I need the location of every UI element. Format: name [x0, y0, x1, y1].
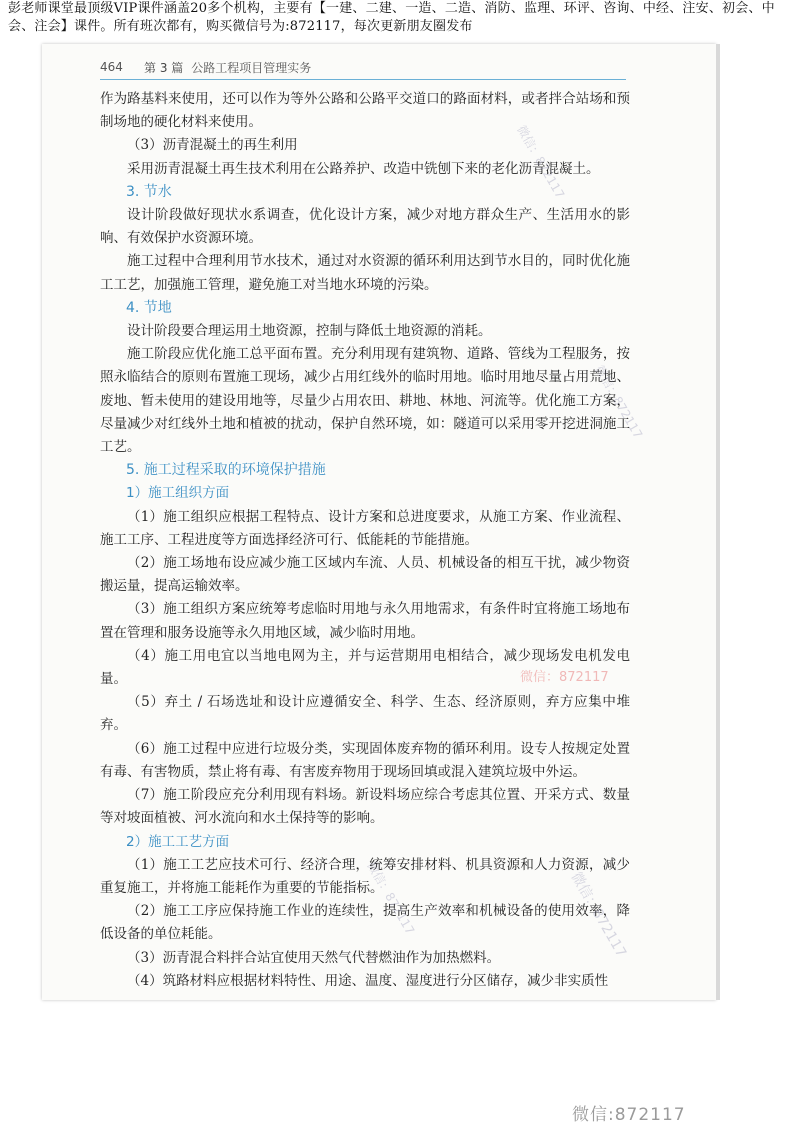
paragraph: （4）筑路材料应根据材料特性、用途、温度、湿度进行分区储存，减少非实质性	[127, 972, 609, 989]
section-heading: 4. 节地	[126, 299, 172, 316]
section-heading: 5. 施工过程采取的环境保护措施	[126, 462, 326, 479]
paragraph: 施工过程中合理利用节水技术，通过对水资源的循环利用达到节水目的，同时优化施工工艺，加强施工管理，避免施工对当地水环境的污染。	[100, 253, 630, 293]
watermark-diagonal: 微信：872117	[514, 123, 568, 201]
paragraph: （1）施工组织应根据工程特点、设计方案和总进度要求，从施工方案、作业流程、施工工序、工程进度等方面选择经济可行、低能耗的节能措施。	[100, 508, 630, 548]
watermark-diagonal: 微信：872117	[592, 363, 646, 441]
subsection-heading: 2）施工工艺方面	[126, 833, 230, 850]
paragraph: （1）施工工艺应技术可行、经济合理，统筹安排材料、机具资源和人力资源，减少重复施工，并将施工能耗作为重要的节能指标。	[100, 856, 630, 896]
paragraph: （5）弃土 / 石场选址和设计应遵循安全、科学、生态、经济原则，弃方应集中堆弃。	[100, 694, 630, 734]
paragraph: 设计阶段做好现状水系调查，优化设计方案，减少对地方群众生产、生活用水的影响、有效保护水资源环境。	[100, 207, 630, 247]
footer-watermark: 微信:872117	[572, 1105, 686, 1125]
part-label: 第 3 篇	[144, 60, 184, 75]
paragraph: 设计阶段要合理运用土地资源，控制与降低土地资源的消耗。	[127, 323, 492, 340]
body-text	[100, 88, 630, 993]
paragraph: （4）施工用电宜以当地电网为主，并与运营期用电相结合，减少现场发电机发电量。	[100, 647, 630, 688]
watermark-red: 微信：872117	[520, 670, 609, 685]
paragraph: （6）施工过程中应进行垃圾分类，实现固体废弃物的循环利用。设专人按规定处置有毒、有害物质，禁止将有毒、有害废弃物用于现场回填或混入建筑垃圾中外运。	[100, 740, 630, 780]
paragraph: （3）沥青混凝土的再生利用	[127, 137, 298, 154]
promo-banner: 彭老师课堂最顶级VIP课件涵盖20多个机构，主要有【一建、二建、一造、二造、消防、监理、环评、咨询、中经、注安、初会、中会、注会】课件。所有班次都有，购买微信号为:872117，每次更新朋友圈发布	[8, 1, 775, 34]
section-heading: 3. 节水	[126, 183, 172, 200]
paragraph: 采用沥青混凝土再生技术利用在公路养护、改造中铣刨下来的老化沥青混凝土。	[127, 160, 600, 177]
paragraph: （3）沥青混合料拌合站宜使用天然气代替燃油作为加热燃料。	[127, 949, 501, 966]
page-header	[100, 57, 626, 77]
paragraph: 作为路基料来使用，还可以作为等外公路和公路平交道口的路面材料，或者拌合站场和预制场地的硬化材料来使用。	[100, 91, 630, 131]
paragraph: （3）施工组织方案应统筹考虑临时用地与永久用地需求，有条件时宜将施工场地布置在管理和服务设施等永久用地区域，减少临时用地。	[100, 601, 630, 641]
section-title	[144, 59, 311, 76]
subsection-heading: 1）施工组织方面	[126, 485, 230, 502]
section-label: 公路工程项目管理实务	[191, 60, 312, 75]
page-number: 464	[100, 60, 123, 74]
paragraph: （2）施工场地布设应减少施工区域内车流、人员、机械设备的相互干扰，减少物资搬运量，提高运输效率。	[100, 555, 630, 595]
watermark-diagonal: 微信：872117	[567, 869, 630, 961]
page-edge-shadow	[716, 44, 720, 1000]
paragraph: 施工阶段应优化施工总平面布置。充分利用现有建筑物、道路、管线为工程服务，按照永临结合的原则布置施工现场，减少占用红线外的临时用地。临时用地尽量占用荒地、废地、暂未使用的建设用地等，尽量少占用农田、耕地、林地、河流等。优化施工方案，尽量减少对红线外土地和植被的扰动，保护自然环境，如：隧道可以采用零开挖进洞施工工艺。	[100, 346, 630, 456]
header-rule	[100, 79, 626, 80]
watermark-diagonal: 微信：872117	[364, 859, 418, 937]
paragraph: （7）施工阶段应充分利用现有料场。新设料场应综合考虑其位置、开采方式、数量等对坡面植被、河水流向和水土保持等的影响。	[100, 787, 630, 827]
paragraph: （2）施工工序应保持施工作业的连续性，提高生产效率和机械设备的使用效率，降低设备的单位耗能。	[100, 903, 630, 943]
